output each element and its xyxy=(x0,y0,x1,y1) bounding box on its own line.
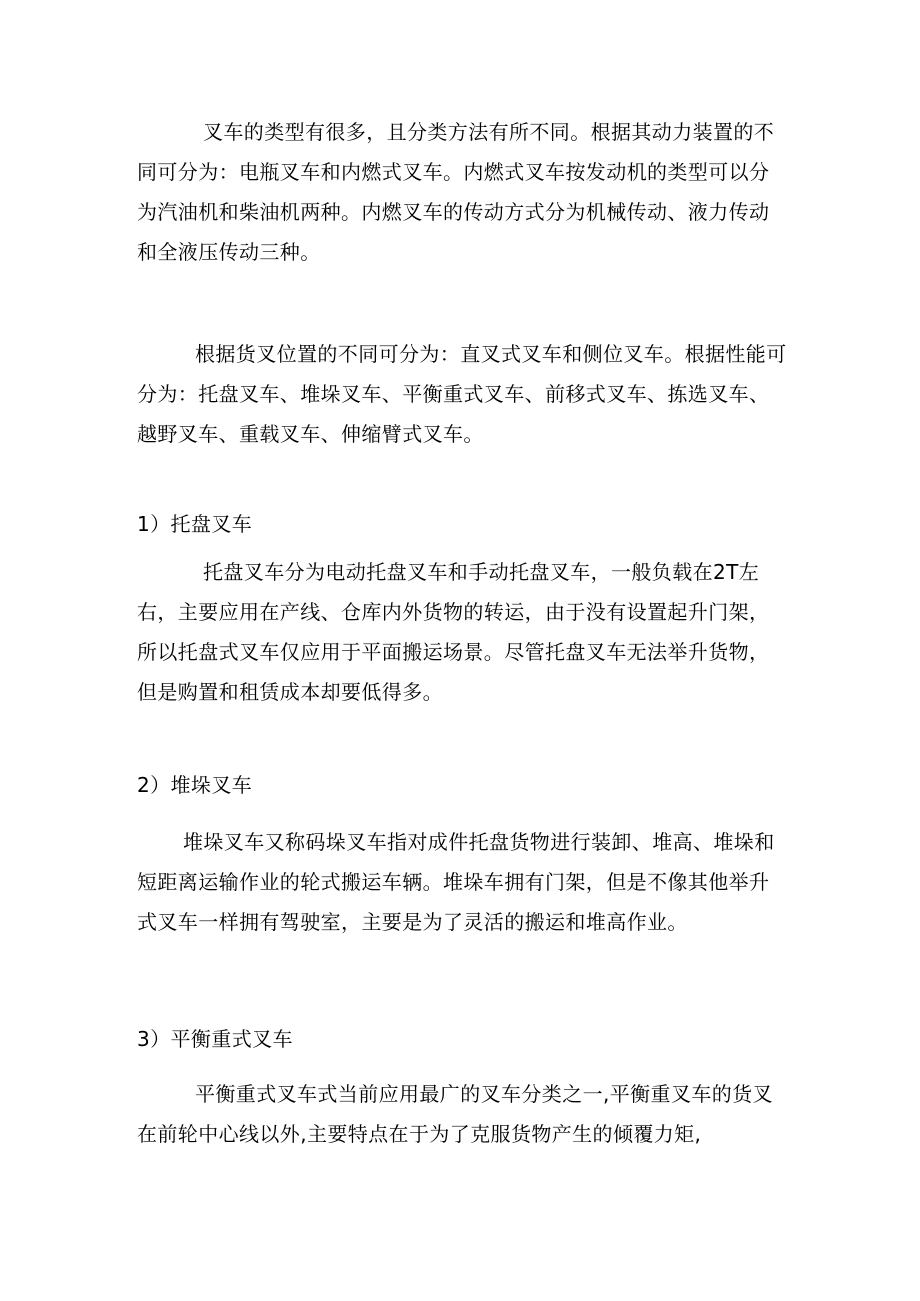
paragraph-pallet-truck: 托盘叉车分为电动托盘叉车和手动托盘叉车，一般负载在2T左右，主要应用在产线、仓库内外货物的转运，由于没有设置起升门架，所以托盘式叉车仅应用于平面搬运场景。尽管托盘叉车无法举升货物，但是购置和租赁成本却要低得多。 xyxy=(137,560,770,704)
heading-stacker: 2）堆垛叉车 xyxy=(137,773,253,797)
paragraph-forklift-types: 叉车的类型有很多，且分类方法有所不同。根据其动力装置的不同可分为：电瓶叉车和内燃式叉车。内燃式叉车按发动机的类型可以分为汽油机和柴油机两种。内燃叉车的传动方式分为机械传动、液力传动和全液压传动三种。 xyxy=(137,120,775,264)
heading-counterbalance: 3）平衡重式叉车 xyxy=(137,1027,293,1051)
paragraph-stacker: 堆垛叉车又称码垛叉车指对成件托盘货物进行装卸、堆高、堆垛和短距离运输作业的轮式搬运车辆。堆垛车拥有门架，但是不像其他举升式叉车一样拥有驾驶室，主要是为了灵活的搬运和堆高作业。 xyxy=(137,830,775,934)
heading-pallet-truck: 1）托盘叉车 xyxy=(137,512,253,536)
paragraph-fork-position: 根据货叉位置的不同可分为：直叉式叉车和侧位叉车。根据性能可分为：托盘叉车、堆垛叉车、平衡重式叉车、前移式叉车、拣选叉车、越野叉车、重载叉车、伸缩臂式叉车。 xyxy=(137,342,787,446)
paragraph-counterbalance: 平衡重式叉车式当前应用最广的叉车分类之一,平衡重叉车的货叉在前轮中心线以外,主要特点在于为了克服货物产生的倾覆力矩, xyxy=(137,1082,773,1146)
